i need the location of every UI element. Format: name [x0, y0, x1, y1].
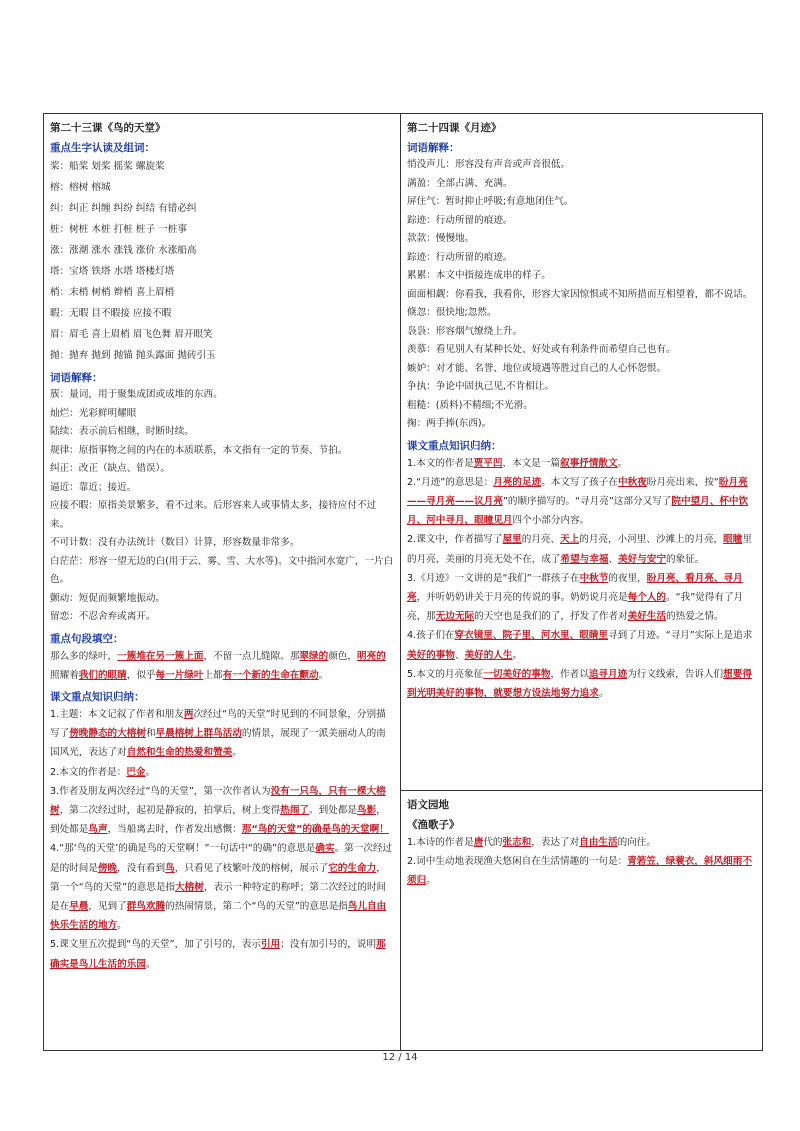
- text-segment: 代的: [483, 837, 503, 848]
- answer-highlight: 每个人的: [627, 591, 667, 603]
- character-entry: 梢：末梢 树梢 辫梢 喜上眉梢: [50, 287, 175, 298]
- text-segment: ；没有加引号的，说明: [280, 939, 377, 951]
- garden-title: 语文园地: [407, 799, 449, 811]
- answer-highlight: 月亮的足迹: [493, 476, 542, 488]
- word-entry: 白茫茫：形容一望无边的白(用于云、雾、雪、大水等)。文中指河水宽广，一片白色。: [50, 555, 394, 585]
- word-entry: 款款：慢慢地。: [407, 233, 475, 244]
- answer-highlight: 自然和生命的热爱和赞美: [126, 747, 233, 759]
- lesson-23-column: [44, 114, 401, 1050]
- answer-highlight: 叙事抒情散文: [560, 457, 618, 469]
- word-entry: 踪迹：行动所留的痕迹。: [407, 214, 513, 226]
- text-segment: 四个小部分内容。: [512, 515, 590, 527]
- lesson-23-title: 第二十三课《鸟的天堂》: [50, 122, 166, 134]
- character-entry: 纠：纠正 纠缠 纠纷 纠结 有错必纠: [50, 203, 197, 214]
- answer-highlight: 明亮的: [357, 650, 386, 662]
- text-segment: 上都: [203, 669, 223, 681]
- text-segment: ，只看见了枝繁叶茂的榕树，展示了: [174, 862, 329, 874]
- word-entry: 掬：两手捧(东西)。: [407, 418, 492, 429]
- word-entry: 嫉妒：对才能、名誉、地位或境遇等胜过自己的人心怀怨恨。: [407, 362, 667, 374]
- text-segment: 、: [608, 553, 619, 565]
- knowledge-item: [407, 530, 756, 568]
- answer-highlight: 早晨榕树上群鸟活动: [155, 728, 242, 740]
- text-segment: 4.孩子们在: [407, 630, 455, 642]
- text-segment: ，作者以: [550, 668, 589, 680]
- answer-highlight: 确实: [315, 843, 335, 855]
- text-segment: 。: [145, 958, 156, 970]
- section-word-meanings: 词语解释：: [407, 142, 460, 154]
- answer-highlight: 美好与安宁: [618, 553, 667, 565]
- answer-highlight: 巴金: [126, 766, 146, 778]
- word-entry: 陆续：表示前后相继，时断时续。: [50, 426, 194, 437]
- answer-highlight: 天上: [560, 534, 580, 546]
- answer-highlight: 院中望月、杯中饮月、河中寻月、眼瞳见月: [407, 495, 749, 527]
- answer-highlight: 美好生活: [627, 611, 667, 623]
- answer-highlight: 一切美好的事物: [483, 668, 551, 680]
- text-segment: ，并听奶奶讲关于月亮的传说的事。奶奶说月亮是: [416, 591, 628, 603]
- text-segment: 2.课文中，作者描写了: [407, 534, 503, 546]
- word-entry: 面面相觑：你看我，我看你，形容大家因惊惧或不知所措而互相望着，都不说话。: [407, 288, 753, 300]
- text-segment: 1.本文的作者是: [407, 457, 474, 469]
- text-segment: ，没有看到: [117, 862, 166, 874]
- text-segment: 次经过“鸟的天堂”时见到的不同景象，分别描写了: [50, 708, 386, 740]
- text-segment: ，第二次经过时，起初是静寂的，拍掌后，树上变得: [59, 804, 281, 816]
- word-entry: 粗糙：(质料)不精细;不光滑。: [407, 399, 533, 411]
- text-segment: ，当船离去时，作者发出感慨：: [107, 824, 242, 836]
- text-segment: 的热爱之情。: [666, 611, 724, 623]
- word-entry: 逼近：靠近；接近。: [50, 481, 137, 493]
- text-segment: 3.《月迹》一文讲的是“我们”一群孩子在: [407, 572, 580, 584]
- knowledge-item: [407, 473, 756, 531]
- answer-highlight: 美好的事物: [407, 649, 455, 661]
- character-list: [50, 156, 394, 366]
- answer-highlight: 中秋夜: [617, 476, 647, 488]
- section-knowledge-summary: 课文重点知识归纳：: [50, 690, 145, 703]
- text-segment: 的情景，展现了一派美丽动人的南国风光，表达了对: [50, 728, 386, 759]
- answer-highlight: 没有一只鸟，只有一棵大榕树: [50, 785, 386, 816]
- text-segment: ”的顺序描写的。“寻月亮”这部分又写了: [502, 495, 672, 507]
- answer-highlight: 早晨: [69, 900, 89, 912]
- text-segment: 的向往。: [617, 837, 656, 848]
- answer-highlight: 那“鸟的天堂”的确是鸟的天堂啊！: [241, 824, 389, 836]
- knowledge-item: [407, 833, 756, 852]
- section-key-characters: 重点生字认读及组词：: [50, 142, 155, 154]
- knowledge-list: [407, 454, 756, 704]
- character-entry: 暇：无暇 目不暇接 应接不暇: [50, 308, 172, 319]
- text-segment: ，表示一种特定的称呼；第二次经过的时间是在: [50, 881, 387, 912]
- text-segment: 的象征。: [666, 553, 705, 565]
- text-segment: 的天空也是我们的了，抒发了作者对: [474, 611, 628, 623]
- text-segment: 。: [232, 747, 242, 759]
- word-entry: 规律：原指事物之间的内在的本质联系，本文指有一定的节奏、节拍。: [50, 444, 348, 456]
- answer-highlight: 鸟儿自由快乐生活的地方: [50, 900, 387, 932]
- text-segment: 颜色，: [328, 650, 357, 662]
- text-segment: 2.“月迹”的意思是：: [407, 476, 494, 488]
- word-entry: 纠正：改正（缺点、错误）。: [50, 463, 170, 474]
- knowledge-list: [50, 705, 394, 974]
- character-entry: 塔：宝塔 铁塔 水塔 塔楼灯塔: [50, 266, 175, 277]
- word-entry: 颤动：短促而频繁地振动。: [50, 592, 166, 604]
- poem-title: 《渔歌子》: [407, 819, 460, 831]
- text-segment: 。: [426, 875, 436, 887]
- word-entry: 争执：争论中固执己见,不肯相让。: [407, 381, 554, 392]
- text-segment: 照耀着: [50, 669, 79, 681]
- answer-highlight: 青箬笠，绿蓑衣，斜风细雨不须归: [407, 856, 752, 887]
- page-number: 12 / 14: [382, 1052, 418, 1063]
- text-segment: ，见到了: [88, 900, 127, 912]
- text-segment: 。第一次经过是的时间是: [50, 843, 393, 874]
- text-segment: 。: [512, 649, 523, 661]
- word-entry: 羡慕：看见别人有某种长处、好处或有利条件而希望自己也有。: [407, 344, 676, 355]
- character-entry: 桩：树桩 木桩 打桩 桩子 一桩事: [50, 224, 187, 235]
- text-segment: 的月亮、: [521, 534, 561, 546]
- text-segment: ，似乎: [126, 669, 156, 681]
- knowledge-item: [407, 665, 756, 703]
- text-segment: 4.“那‘鸟的天堂’的确是鸟的天堂啊！”一句话中“的确”的意思是: [50, 843, 316, 855]
- poem-knowledge-list: [407, 833, 756, 891]
- answer-highlight: 一簇堆在另一簇上面: [117, 650, 204, 662]
- knowledge-item: [407, 852, 756, 890]
- answer-highlight: 穿衣镜里、院子里、河水里、眼睛里: [454, 630, 609, 642]
- answer-highlight: 我们的眼睛: [78, 669, 127, 681]
- answer-highlight: 希望与幸福: [560, 553, 609, 565]
- text-segment: 和: [145, 728, 156, 740]
- fill-in-paragraph: [50, 647, 394, 685]
- answer-highlight: 鸟声: [88, 824, 108, 836]
- text-segment: 1.主题：本文记叙了作者和朋友: [50, 708, 184, 720]
- answer-highlight: 追寻月迹: [588, 668, 628, 680]
- answer-highlight: 唐: [473, 837, 484, 848]
- text-segment: 2.本文的作者是：: [50, 766, 127, 778]
- text-segment: ，到处都是: [50, 804, 386, 836]
- text-segment: 那么多的绿叶，: [50, 650, 118, 662]
- text-segment: 、: [454, 649, 465, 661]
- text-segment: 。到处都是: [309, 804, 357, 816]
- word-entry: 踪迹：行动所留的痕迹。: [407, 251, 513, 263]
- character-entry: 桨：船桨 划桨 摇桨 螺旋桨: [50, 161, 165, 172]
- text-segment: 2.词中生动地表现渔夫悠闲自在生活情趣的一句是：: [407, 856, 628, 868]
- text-segment: 的夜里，: [608, 572, 647, 584]
- answer-highlight: 眼瞳: [723, 534, 743, 546]
- text-segment: 1.本诗的作者是: [407, 837, 474, 848]
- answer-highlight: 鸟: [165, 862, 175, 874]
- word-entry: 留恋：不忍舍弃或离开。: [50, 611, 156, 622]
- answer-highlight: 群鸟欢腾: [126, 900, 166, 912]
- word-entry: 簇：量词，用于聚集成团或成堆的东西。: [50, 389, 223, 400]
- text-segment: 。: [117, 920, 127, 932]
- text-segment: ，第一个“鸟的天堂”的意思是指: [50, 862, 386, 893]
- knowledge-item: [50, 763, 394, 782]
- answer-highlight: 翠绿的: [299, 650, 329, 662]
- section-knowledge-summary: 课文重点知识归纳：: [407, 439, 502, 452]
- text-segment: 里的月亮，美丽的月亮无处不在，成了: [407, 534, 752, 565]
- word-entry: 悄没声儿：形容没有声音或声音很低。: [407, 159, 571, 170]
- text-segment: 盼月亮出来，按“: [646, 476, 719, 488]
- knowledge-item: [50, 705, 394, 763]
- text-segment: 。: [598, 687, 609, 699]
- lesson-24-title: 第二十四课《月迹》: [407, 122, 502, 134]
- answer-highlight: 它的生命力: [328, 862, 377, 874]
- text-segment: 。: [318, 669, 329, 681]
- answer-highlight: 有一个新的生命在颤动: [222, 669, 319, 681]
- answer-highlight: 每一片绿叶: [155, 669, 204, 681]
- text-segment: 寻到了月迹。“寻月”实际上是追求: [608, 630, 753, 642]
- word-entry: 不可计数：没有办法统计（数目）计算，形容数量非常多。: [50, 537, 300, 548]
- character-entry: 眉：眉毛 喜上眉梢 眉飞色舞 眉开眼笑: [50, 329, 213, 340]
- section-fill-in: 重点句段填空：: [50, 632, 124, 645]
- answer-highlight: 中秋节: [579, 572, 609, 584]
- text-segment: 5.课文里五次提到“鸟的天堂”，加了引号的，表示: [50, 939, 261, 951]
- word-entry: 倏忽：很快地;忽然。: [407, 307, 497, 318]
- word-entry: 袅袅：形容烟气缭绕上升。: [407, 325, 523, 337]
- word-entry: 屏住气：暂时抑止呼吸;有意地闭住气。: [407, 196, 574, 207]
- knowledge-item: [50, 782, 394, 840]
- chinese-garden-box: [401, 791, 762, 1050]
- word-meaning-list: [407, 156, 756, 434]
- answer-highlight: 美好的人生: [464, 649, 513, 661]
- answer-highlight: 大榕树: [175, 881, 204, 893]
- answer-highlight: 贾平凹: [473, 457, 503, 469]
- answer-highlight: 屋里: [502, 534, 522, 546]
- answer-highlight: 傍晚: [97, 862, 118, 874]
- lesson-24-box: [401, 114, 762, 791]
- text-segment: ，不留一点儿缝隙。那: [203, 650, 300, 662]
- answer-highlight: 鸟影: [357, 804, 377, 816]
- word-entry: 累累：本文中指接连成串的样子。: [407, 270, 551, 281]
- text-segment: 。“我”觉得有了月亮，那: [407, 591, 744, 623]
- text-segment: 3.作者及朋友两次经过“鸟的天堂”，第一次作者认为: [50, 785, 271, 797]
- answer-highlight: 自由生活: [579, 837, 618, 848]
- answer-highlight: 引用: [260, 939, 281, 951]
- text-segment: 为行文线索，告诉人们: [627, 668, 724, 680]
- answer-highlight: 盼月亮、看月亮、寻月亮: [407, 572, 743, 603]
- text-segment: ，本文是一篇: [502, 457, 561, 469]
- text-segment: 。本文写了孩子在: [541, 476, 618, 488]
- word-entry: 灿烂：光彩鲜明耀眼: [50, 407, 137, 419]
- answer-highlight: 那确实是鸟儿生活的乐园: [50, 939, 386, 970]
- knowledge-item: [407, 569, 756, 627]
- answer-highlight: 无边无际: [435, 611, 475, 623]
- text-segment: 5.本文的月亮象征: [407, 668, 484, 680]
- knowledge-item: [407, 454, 756, 473]
- answer-highlight: 傍晚静态的大榕树: [69, 728, 146, 740]
- text-segment: 的热闹情景，第二个“鸟的天堂”的意思是指: [165, 900, 348, 912]
- word-entry: 应接不暇：原指美景繁多，看不过来。后形容来人或事情太多，接待应付不过来。: [50, 500, 377, 530]
- knowledge-item: [50, 839, 394, 935]
- answer-highlight: 盼月亮——寻月亮——议月亮: [407, 476, 748, 507]
- answer-highlight: 想要得到光明美好的事物，就要想方设法地努力追求: [407, 668, 752, 699]
- answer-highlight: 热闹了: [280, 804, 310, 816]
- word-entry: 满盈：全部占满、充满。: [407, 177, 513, 189]
- text-segment: 。: [617, 457, 628, 469]
- character-entry: 榕：榕树 榕城: [50, 182, 111, 193]
- character-entry: 抛：抛弃 抛到 抛锚 抛头露面 抛砖引玉: [50, 350, 216, 361]
- answer-highlight: 张志和: [502, 837, 532, 848]
- text-segment: ，表达了对: [531, 837, 580, 848]
- word-meaning-list: [50, 386, 394, 627]
- knowledge-item: [407, 626, 756, 664]
- answer-highlight: 两: [183, 708, 194, 720]
- character-entry: 涨：涨潮 涨水 涨钱 涨价 水涨船高: [50, 245, 197, 256]
- text-segment: 。: [145, 766, 156, 778]
- section-word-meanings: 词语解释：: [50, 372, 103, 384]
- text-segment: 的月亮，小河里、沙滩上的月亮，: [579, 534, 724, 546]
- worksheet-frame: [43, 113, 763, 1051]
- knowledge-item: [50, 935, 394, 973]
